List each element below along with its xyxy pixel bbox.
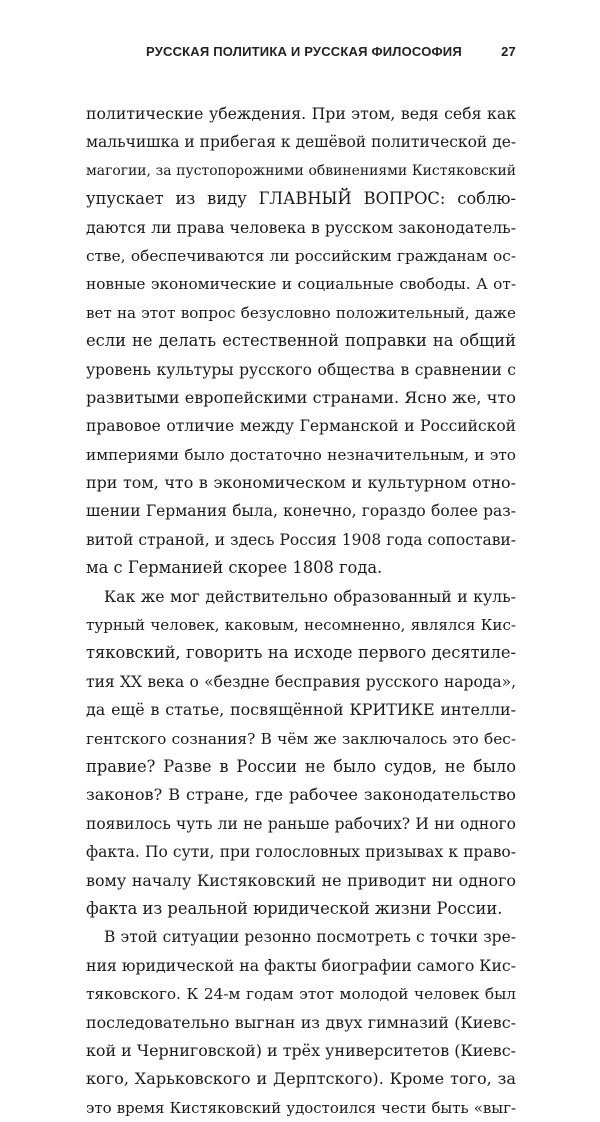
text-line: кого, Харьковского и Дерптского). Кроме того, за (86, 1069, 516, 1089)
paragraph-end-line: факта из реальной юридической жизни России. (86, 898, 503, 918)
text-line: политические убеждения. При этом, ведя себя как (86, 104, 516, 123)
paragraph-first-line: Как же мог действительно образованный и куль- (104, 586, 516, 606)
text-line: кой и Черниговской) и трёх университетов (Киевс- (86, 1040, 516, 1060)
text-line: если не делать естественной поправки на общий (86, 331, 516, 351)
page-number: 27 (501, 44, 516, 59)
text-line: империями было достаточно незначительным, и это (86, 445, 516, 464)
text-line: тяковского. К 24-м годам этот молодой человек был (86, 985, 516, 1004)
text-line: стве, обеспечиваются ли российским гражданам ос- (86, 246, 516, 265)
text-line: турный человек, каковым, несомненно, являлся Кис- (86, 616, 516, 635)
running-title: РУССКАЯ ПОЛИТИКА И РУССКАЯ ФИЛОСОФИЯ (146, 44, 462, 59)
text-line: это время Кистяковский удостоился чести быть «выг- (86, 1098, 516, 1117)
text-line: развитыми европейскими странами. Ясно же, что (86, 387, 516, 407)
text-line: гентского сознания? В чём же заключалось это бес- (86, 729, 516, 748)
text-line: тяковский, говорить на исходе первого десятиле- (86, 643, 516, 663)
text-line: при том, что в экономическом и культурном отно- (86, 473, 516, 493)
text-line: витой страной, и здесь Россия 1908 года сопостави- (86, 530, 516, 549)
running-header (86, 44, 516, 64)
text-line: появилось чуть ли не раньше рабочих? И ни одного (86, 814, 516, 833)
paragraph-end-line: ма с Германией скорее 1808 года. (86, 558, 383, 578)
text-line: упускает из виду ГЛАВНЫЙ ВОПРОС: соблю- (86, 189, 516, 209)
text-line: факта. По сути, при голословных призывах к право- (86, 843, 516, 862)
text-line: магогии, за пустопорожними обвинениями Кистяковский (86, 162, 516, 179)
text-line: шении Германия была, конечно, гораздо более раз- (86, 502, 516, 521)
text-line: последовательно выгнан из двух гимназий (Киевс- (86, 1012, 516, 1032)
body-text (86, 100, 516, 1122)
text-line: вому началу Кистяковский не приводит ни одного (86, 870, 516, 890)
text-line: вет на этот вопрос безусловно положительный, даже (86, 303, 516, 322)
text-line: тия XX века о «бездне бесправия русского народа», (86, 672, 516, 691)
text-line: да ещё в статье, посвящённой КРИТИКЕ интелли- (86, 700, 516, 720)
text-line: новные экономические и социальные свободы. А от- (86, 275, 516, 294)
text-line: правовое отличие между Германской и Российской (86, 417, 516, 436)
paragraph-first-line: В этой ситуации резонно посмотреть с точки зре- (104, 928, 516, 947)
text-line: мальчишка и прибегая к дешёвой политической де- (86, 133, 516, 152)
text-line: уровень культуры русского общества в сравнении с (86, 360, 516, 379)
text-line: ния юридической на факты биографии самого Кис- (86, 955, 516, 975)
text-line: правие? Разве в России не было судов, не было (86, 756, 516, 776)
text-line: законов? В стране, где рабочее законодательство (86, 785, 516, 805)
text-line: даются ли права человека в русском законодатель- (86, 217, 516, 237)
